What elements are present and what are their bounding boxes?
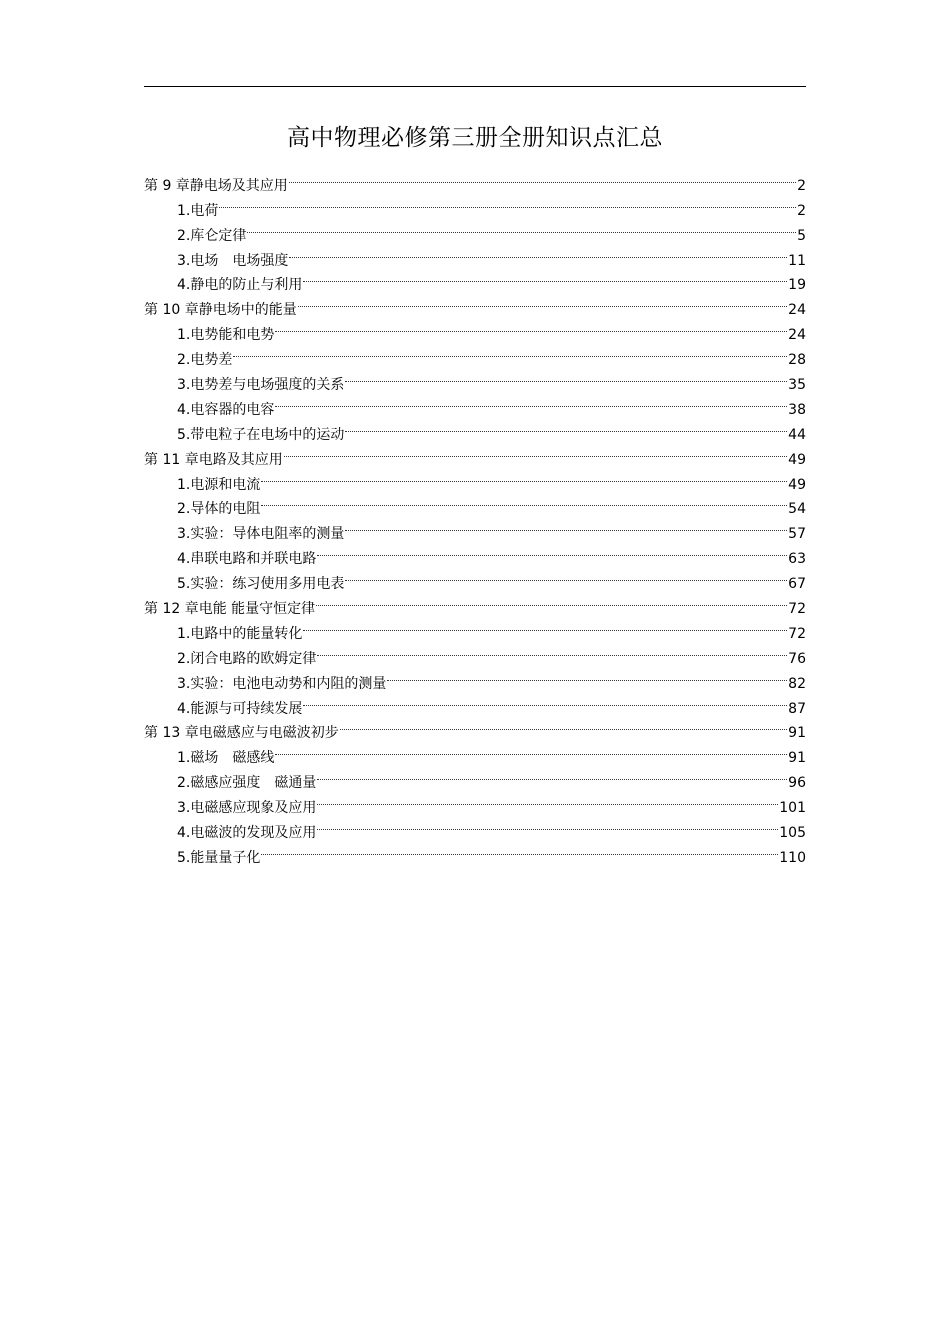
toc-dot-leader (275, 389, 787, 414)
toc-entry-title: 3.实验：导体电阻率的测量 (177, 526, 345, 543)
toc-entry-title: 第 13 章电磁感应与电磁波初步 (144, 725, 339, 742)
toc-dot-leader (289, 240, 787, 265)
toc-page-number: 24 (788, 327, 806, 344)
toc-dot-leader (289, 165, 796, 190)
toc-dot-leader (219, 190, 796, 215)
toc-dot-leader (387, 663, 787, 688)
toc-entry-title: 1.电源和电流 (177, 476, 261, 493)
toc-entry-title: 5.能量量子化 (177, 849, 261, 866)
toc-dot-leader (317, 638, 787, 663)
toc-page-number: 91 (788, 725, 806, 742)
toc-section-entry[interactable] (144, 339, 806, 369)
toc-page-number: 54 (788, 501, 806, 518)
toc-page-number: 105 (779, 825, 806, 842)
toc-dot-leader (298, 289, 787, 314)
table-of-contents (144, 165, 806, 866)
toc-page-number: 96 (788, 775, 806, 792)
toc-entry-title: 5.实验：练习使用多用电表 (177, 576, 345, 593)
toc-entry-title: 2.闭合电路的欧姆定律 (177, 650, 317, 667)
toc-entry-title: 2.库仑定律 (177, 227, 247, 244)
toc-section-entry[interactable] (144, 364, 806, 394)
toc-dot-leader (317, 787, 778, 812)
toc-section-entry[interactable] (144, 215, 806, 244)
toc-dot-leader (303, 265, 787, 290)
toc-page-number: 11 (788, 252, 806, 269)
toc-page-number: 38 (788, 401, 806, 418)
toc-entry-title: 5.带电粒子在电场中的运动 (177, 426, 345, 443)
toc-entry-title: 第 11 章电路及其应用 (144, 451, 283, 468)
toc-dot-leader (303, 613, 787, 638)
toc-page-number: 24 (788, 302, 806, 319)
toc-entry-title: 2.电势差 (177, 352, 233, 369)
toc-entry-title: 3.电势差与电场强度的关系 (177, 377, 345, 394)
toc-entry-title: 1.电荷 (177, 202, 219, 219)
toc-entry-title: 4.电磁波的发现及应用 (177, 825, 317, 842)
toc-entry-title: 1.磁场 磁感线 (177, 750, 275, 767)
toc-entry-title: 4.电容器的电容 (177, 401, 275, 418)
toc-entry-title: 4.静电的防止与利用 (177, 277, 303, 294)
toc-dot-leader (316, 588, 787, 613)
toc-dot-leader (261, 464, 787, 489)
toc-page-number: 28 (788, 352, 806, 369)
toc-dot-leader (275, 314, 787, 339)
toc-page-number: 2 (797, 202, 806, 219)
toc-entry-title: 第 12 章电能 能量守恒定律 (144, 601, 316, 618)
toc-page-number: 82 (788, 675, 806, 692)
page-title: 高中物理必修第三册全册知识点汇总 (287, 125, 663, 151)
toc-entry-title: 2.磁感应强度 磁通量 (177, 775, 317, 792)
toc-dot-leader (261, 837, 778, 862)
toc-page-number: 44 (788, 426, 806, 443)
toc-dot-leader (317, 762, 787, 787)
header-rule (144, 86, 806, 87)
toc-dot-leader (345, 414, 787, 439)
toc-dot-leader (303, 688, 787, 713)
toc-dot-leader (345, 563, 787, 588)
toc-page-number: 101 (779, 800, 806, 817)
toc-page-number: 76 (788, 650, 806, 667)
toc-dot-leader (317, 812, 778, 837)
toc-entry-title: 3.电场 电场强度 (177, 252, 289, 269)
toc-page-number: 72 (788, 625, 806, 642)
toc-entry-title: 第 10 章静电场中的能量 (144, 302, 297, 319)
toc-dot-leader (233, 339, 787, 364)
toc-section-entry[interactable] (144, 190, 806, 219)
toc-entry-title: 3.实验：电池电动势和内阻的测量 (177, 675, 387, 692)
toc-entry-title: 3.电磁感应现象及应用 (177, 800, 317, 817)
toc-dot-leader (284, 439, 787, 464)
toc-page-number: 87 (788, 700, 806, 717)
toc-entry-title: 4.能源与可持续发展 (177, 700, 303, 717)
toc-page-number: 5 (797, 227, 806, 244)
toc-entry-title: 2.导体的电阻 (177, 501, 261, 518)
toc-page-number: 49 (788, 451, 806, 468)
toc-dot-leader (345, 364, 787, 389)
toc-page-number: 91 (788, 750, 806, 767)
toc-dot-leader (247, 215, 796, 240)
toc-dot-leader (275, 737, 787, 762)
toc-page-number: 110 (779, 849, 806, 866)
toc-page-number: 49 (788, 476, 806, 493)
toc-page-number: 67 (788, 576, 806, 593)
toc-entry-title: 4.串联电路和并联电路 (177, 551, 317, 568)
toc-dot-leader (340, 713, 787, 738)
toc-entry-title: 1.电路中的能量转化 (177, 625, 303, 642)
toc-entry-title: 1.电势能和电势 (177, 327, 275, 344)
toc-page-number: 2 (797, 177, 806, 194)
toc-page-number: 57 (788, 526, 806, 543)
toc-page-number: 72 (788, 601, 806, 618)
toc-entry-title: 第 9 章静电场及其应用 (144, 177, 288, 194)
toc-page-number: 19 (788, 277, 806, 294)
toc-dot-leader (317, 538, 787, 563)
toc-dot-leader (345, 513, 787, 538)
toc-dot-leader (261, 489, 787, 514)
toc-page-number: 63 (788, 551, 806, 568)
toc-page-number: 35 (788, 377, 806, 394)
toc-chapter-entry[interactable] (144, 165, 806, 194)
